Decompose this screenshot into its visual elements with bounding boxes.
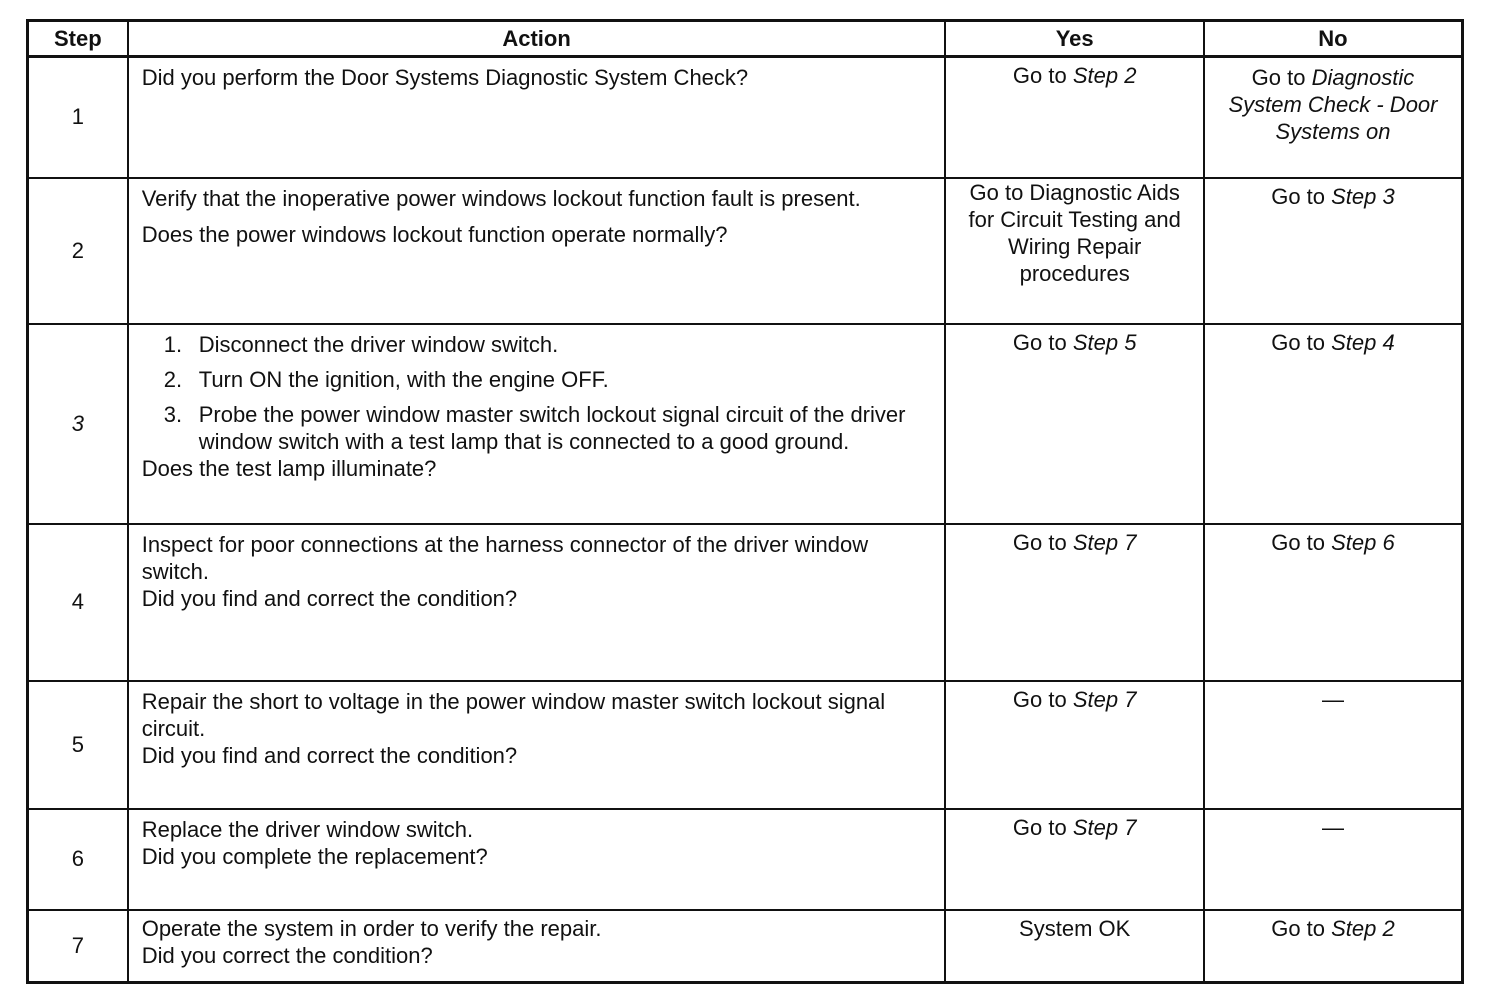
diagnostic-table xyxy=(26,19,1464,984)
step-number: 1 xyxy=(28,57,128,178)
substep-number: 2. xyxy=(163,366,183,392)
action-question: Did you correct the condition? xyxy=(141,942,433,968)
no-prefix: Go to xyxy=(1271,183,1332,209)
step-number: 4 xyxy=(28,524,128,681)
step-number: 6 xyxy=(28,809,128,910)
substep-number: 3. xyxy=(163,401,183,427)
no-cell xyxy=(1204,178,1463,324)
yes-link[interactable]: Step 7 xyxy=(1072,814,1137,840)
table-header xyxy=(28,21,1463,57)
yes-cell xyxy=(945,524,1204,681)
action-question: Does the test lamp illuminate? xyxy=(141,455,437,481)
yes-link[interactable]: Go to Diagnostic Aids for Circuit Testing and Wiring Repair procedures xyxy=(968,179,1181,286)
yes-cell xyxy=(945,681,1204,809)
yes-cell xyxy=(945,910,1204,983)
yes-prefix: Go to xyxy=(1012,686,1073,712)
action-text: Did you perform the Door Systems Diagnostic System Check? xyxy=(141,65,749,90)
action-text: Inspect for poor connections at the harness connector of the driver window switch. xyxy=(141,531,869,584)
yes-prefix: Go to xyxy=(1012,814,1073,840)
list-item xyxy=(163,401,935,455)
list-item xyxy=(163,366,935,393)
table-body xyxy=(28,57,1463,983)
no-prefix: Go to xyxy=(1271,915,1332,941)
header-row xyxy=(28,21,1463,57)
action-cell xyxy=(128,178,946,324)
substep-number: 1. xyxy=(163,331,183,357)
no-link[interactable]: Diagnostic System Check - Door Systems on xyxy=(1228,65,1438,144)
substep-text: Turn ON the ignition, with the engine OFF. xyxy=(198,366,609,392)
action-cell xyxy=(128,809,946,910)
no-link[interactable]: Step 3 xyxy=(1331,183,1395,209)
step-number: 2 xyxy=(28,178,128,324)
header-yes: Yes xyxy=(945,21,1204,57)
action-cell xyxy=(128,57,946,178)
yes-link[interactable]: Step 5 xyxy=(1072,329,1137,355)
table-row xyxy=(28,178,1463,324)
yes-cell xyxy=(945,57,1204,178)
yes-prefix: Go to xyxy=(1012,529,1073,555)
yes-cell xyxy=(945,178,1204,324)
yes-link[interactable]: Step 7 xyxy=(1072,686,1137,712)
step-number: 5 xyxy=(28,681,128,809)
yes-prefix: Go to xyxy=(1012,329,1073,355)
substep-list xyxy=(142,331,935,455)
action-question: Did you find and correct the condition? xyxy=(141,585,518,611)
yes-cell xyxy=(945,809,1204,910)
header-no: No xyxy=(1204,21,1463,57)
list-item xyxy=(163,331,935,358)
substep-text: Disconnect the driver window switch. xyxy=(198,331,559,357)
no-cell xyxy=(1204,681,1463,809)
step-number: 7 xyxy=(28,910,128,983)
step-number: 3 xyxy=(28,324,128,524)
action-text: Verify that the inoperative power windows lockout function fault is present. xyxy=(141,185,861,211)
yes-cell xyxy=(945,324,1204,524)
action-cell xyxy=(128,324,946,524)
action-text: Repair the short to voltage in the power window master switch lockout signal circuit. xyxy=(141,688,886,741)
table-row xyxy=(28,809,1463,910)
action-cell xyxy=(128,524,946,681)
no-link[interactable]: Step 6 xyxy=(1331,529,1395,555)
no-cell xyxy=(1204,57,1463,178)
no-link[interactable]: Step 2 xyxy=(1331,915,1395,941)
table-row xyxy=(28,910,1463,983)
no-cell xyxy=(1204,809,1463,910)
action-cell xyxy=(128,910,946,983)
no-dash: — xyxy=(1321,814,1344,840)
no-link[interactable]: Step 4 xyxy=(1331,329,1395,355)
yes-link[interactable]: Step 7 xyxy=(1072,529,1137,555)
no-prefix: Go to xyxy=(1271,329,1332,355)
table-row xyxy=(28,57,1463,178)
no-cell xyxy=(1204,910,1463,983)
action-cell xyxy=(128,681,946,809)
table-row xyxy=(28,524,1463,681)
no-prefix: Go to xyxy=(1271,529,1332,555)
yes-link[interactable]: System OK xyxy=(1019,915,1131,941)
no-prefix: Go to xyxy=(1251,65,1312,90)
table-row xyxy=(28,324,1463,524)
no-cell xyxy=(1204,324,1463,524)
no-cell xyxy=(1204,524,1463,681)
action-text: Replace the driver window switch. xyxy=(141,816,474,842)
action-question: Does the power windows lockout function operate normally? xyxy=(141,221,728,247)
action-question: Did you find and correct the condition? xyxy=(141,742,518,768)
header-action: Action xyxy=(128,21,946,57)
table-row xyxy=(28,681,1463,809)
substep-text: Probe the power window master switch lockout signal circuit of the driver window switch with a test lamp that is connected to a good ground. xyxy=(198,401,906,454)
header-step: Step xyxy=(28,21,128,57)
yes-prefix: Go to xyxy=(1012,63,1073,88)
action-question: Did you complete the replacement? xyxy=(141,843,488,869)
yes-link[interactable]: Step 2 xyxy=(1072,63,1137,88)
action-text: Operate the system in order to verify the repair. xyxy=(141,915,602,941)
no-dash: — xyxy=(1321,686,1344,712)
